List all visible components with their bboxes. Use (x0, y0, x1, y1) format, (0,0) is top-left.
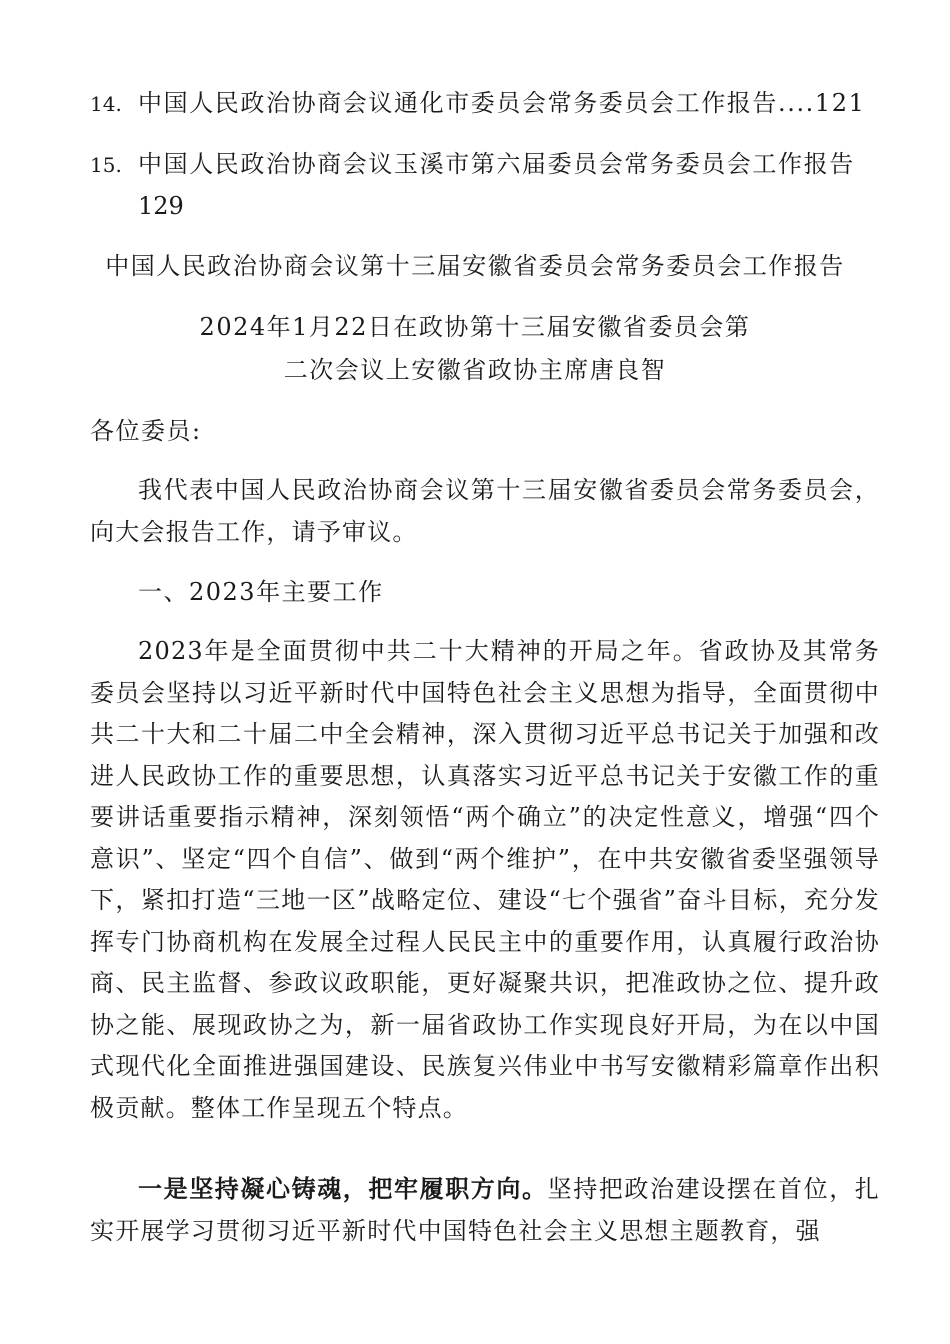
intro-paragraph: 我代表中国人民政治协商会议第十三届安徽省委员会常务委员会，向大会报告工作，请予审议。 (90, 476, 880, 546)
report-title: 中国人民政治协商会议第十三届安徽省委员会常务委员会工作报告 (105, 252, 845, 280)
toc-item-15[interactable] (90, 144, 880, 185)
toc-number: 14. (90, 92, 122, 116)
report-subtitle-line2: 二次会议上安徽省政协主席唐良智 (283, 356, 667, 384)
point-heading: 一是坚持凝心铸魂，把牢履职方向。 (138, 1174, 548, 1203)
toc-entry-text: 中国人民政治协商会议玉溪市第六届委员会常务委员会工作报告 (138, 150, 855, 178)
report-subtitle-line1: 2024年1月22日在政协第十三届安徽省委员会第 (199, 313, 751, 341)
section-body-paragraph: 2023年是全面贯彻中共二十大精神的开局之年。省政协及其常务委员会坚持以习近平新时代中国特色社会主义思想为指导，全面贯彻中共二十大和二十届二中全会精神，深入贯彻习近平总书记关于加强和改进人民政协工作的重要思想，认真落实习近平总书记关于安徽工作的重要讲话重要指示精神，深刻领悟“两个确立”的决定性意义，增强“四个意识”、坚定“四个自信”、做到“两个维护”，在中共安徽省委坚强领导下，紧扣打造“三地一区”战略定位、建设“七个强省”奋斗目标，充分发挥专门协商机构在发展全过程人民民主中的重要作用，认真履行政治协商、民主监督、参政议政职能，更好凝聚共识，把准政协之位、提升政协之能、展现政协之为，新一届省政协工作实现良好开局，为在以中国式现代化全面推进强国建设、民族复兴伟业中书写安徽精彩篇章作出积极贡献。整体工作呈现五个特点。 (90, 637, 880, 1122)
point-paragraph (90, 1168, 880, 1252)
toc-page-number: 129 (138, 192, 184, 220)
toc-number: 15. (90, 153, 122, 177)
salutation: 各位委员: (90, 417, 202, 445)
toc-item-14[interactable] (90, 83, 880, 124)
point-body: 坚持把政治建设摆在首位，扎实开展学习贯彻习近平新时代中国特色社会主义思想主题教育，强 (90, 1175, 880, 1245)
section-heading: 一、2023年主要工作 (138, 578, 384, 606)
toc-entry-text: 中国人民政治协商会议通化市委员会常务委员会工作报告....121 (138, 89, 866, 117)
